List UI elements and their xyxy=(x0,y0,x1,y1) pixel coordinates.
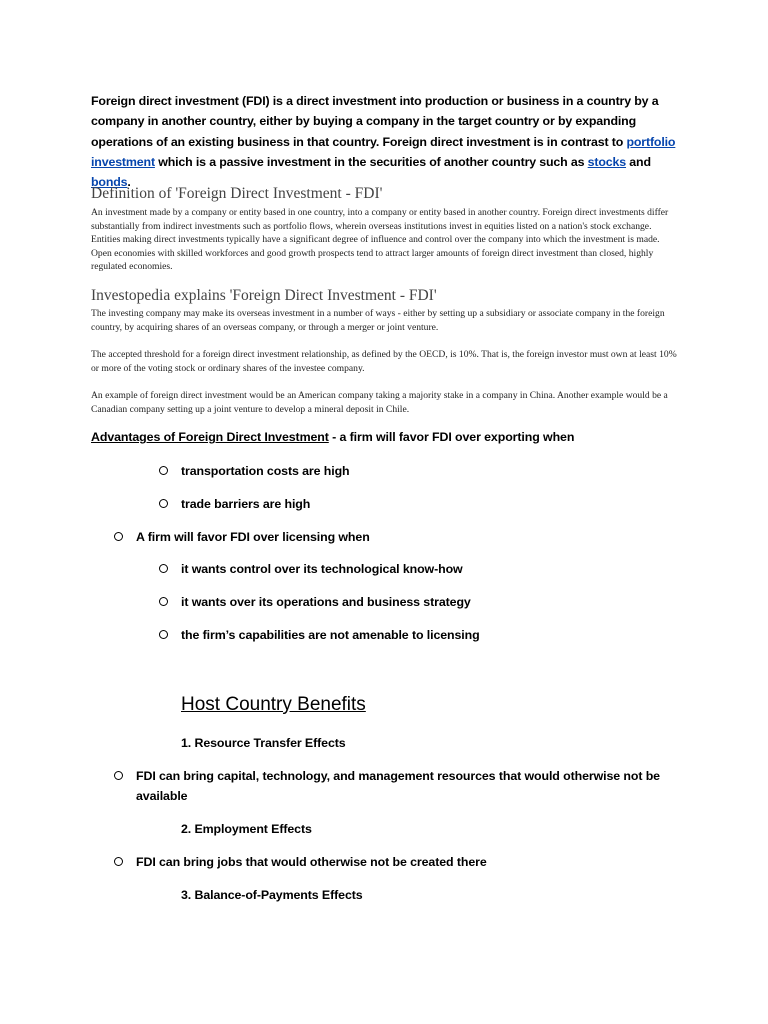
stocks-link[interactable]: stocks xyxy=(587,154,627,169)
explains-paragraph-3: An example of foreign direct investment would be an American company taking a majority stake in a company in China. Another example would be a Canadian company setting up a joint venture to develop a mineral deposit in Chile. xyxy=(91,390,668,415)
bullet-icon xyxy=(159,597,168,606)
list-item-text: transportation costs are high xyxy=(181,464,350,478)
bullet-icon xyxy=(159,564,168,573)
list-item-text: it wants control over its technological know-how xyxy=(181,562,463,576)
advantages-rest: - a firm will favor FDI over exporting when xyxy=(328,430,575,444)
explains-paragraph-2: The accepted threshold for a foreign direct investment relationship, as defined by the OECD, is 10%. That is, the foreign investor must own at least 10% or more of the voting stock or ordinary shares of the investee company. xyxy=(91,349,677,374)
list-item-know-how xyxy=(181,559,463,579)
effect-employment: 2. Employment Effects xyxy=(181,822,312,836)
list-item-text: it wants over its operations and business strategy xyxy=(181,595,471,609)
intro-text-3: and xyxy=(626,154,651,169)
list-item-trade-barriers xyxy=(181,494,310,514)
intro-text-4: . xyxy=(127,175,131,190)
list-item-operations xyxy=(181,592,471,612)
advantages-title: Advantages of Foreign Direct Investment xyxy=(91,430,329,444)
bonds-link[interactable]: bonds xyxy=(91,175,128,190)
intro-text-1: Foreign direct investment (FDI) is a direct investment into production or business in a country by a company in another country, either by buying a company in the target country or by expanding operations of an existing business in that country. Foreign direct investment is in contrast to xyxy=(91,94,659,149)
list-item-capabilities xyxy=(181,625,480,645)
bullet-icon xyxy=(159,499,168,508)
effect-balance-of-payments: 3. Balance-of-Payments Effects xyxy=(181,888,363,902)
bullet-icon xyxy=(159,630,168,639)
bullet-icon xyxy=(114,857,123,866)
intro-paragraph xyxy=(91,91,681,192)
explains-paragraph-1: The investing company may make its overseas investment in a number of ways - either by setting up a subsidiary or associate company in the foreign country, by acquiring shares of an overseas company, or through a merger or joint venture. xyxy=(91,308,665,333)
list-item-text: A firm will favor FDI over licensing when xyxy=(136,530,370,544)
advantages-line xyxy=(91,430,574,444)
intro-text-2: which is a passive investment in the securities of another country such as xyxy=(154,154,588,169)
definition-body: An investment made by a company or entity based in one country, into a company or entity based in another country. Foreign direct investments differ substantially from indirect investments such as portfolio flows, wherein overseas institutions invest in equities listed on a nation's stock exchange. Entities making direct investments typically have a significant degree of influence and control over the company into which the investment is made. Open economies with skilled workforces and good growth prospects tend to attract larger amounts of foreign direct investment than closed, highly regulated economies. xyxy=(91,207,669,273)
bullet-icon xyxy=(114,532,123,541)
effect-resource-transfer: 1. Resource Transfer Effects xyxy=(181,736,346,750)
bullet-icon xyxy=(159,466,168,475)
list-item-text: the firm’s capabilities are not amenable to licensing xyxy=(181,628,480,642)
list-item-text: FDI can bring jobs that would otherwise not be created there xyxy=(136,855,487,869)
list-item-jobs xyxy=(136,852,487,872)
host-country-heading: Host Country Benefits xyxy=(181,694,366,715)
list-item-licensing xyxy=(136,527,370,547)
list-item-capital xyxy=(136,766,676,806)
definition-heading: Definition of 'Foreign Direct Investment - FDI' xyxy=(91,185,383,202)
list-item-text: trade barriers are high xyxy=(181,497,311,511)
list-item-text: FDI can bring capital, technology, and management resources that would otherwise not be available xyxy=(136,769,660,803)
bullet-icon xyxy=(114,771,123,780)
explains-heading: Investopedia explains 'Foreign Direct Investment - FDI' xyxy=(91,287,437,304)
list-item-transportation xyxy=(181,461,350,481)
portfolio-investment-link[interactable]: portfolio investment xyxy=(91,134,676,169)
